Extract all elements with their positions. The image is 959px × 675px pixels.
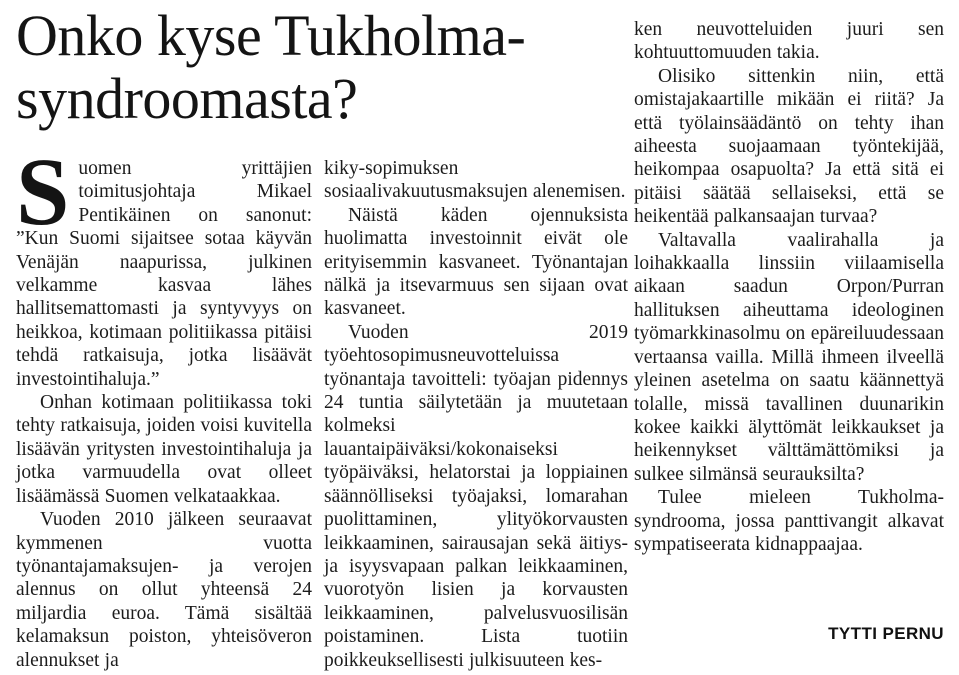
paragraph: Onhan kotimaan politiikassa toki tehty ratkaisuja, joiden voisi kuvitella lisäävän yritysten investointihaluja ja jotka varmuudella ovat olleet lisäämässä Suomen velkataakkaa. bbox=[16, 392, 312, 507]
author-byline: TYTTI PERNU bbox=[828, 624, 944, 643]
paragraph: ken neuvotteluiden juuri sen kohtuuttomuuden takia. bbox=[634, 19, 944, 64]
lead-paragraph: Suomen yrittäjien toimitusjohtaja Mikael Pentikäinen on sanonut: ”Kun Suomi sijaitsee sotaa käyvän Venäjän naapurissa, julkinen velkamme kasvaa lähes hallitsemattomasti ja syntyvyys on heikkoa, kotimaan politiikassa pitäisi tehdä ratkaisuja, jotka lisäävät investointihaluja.” bbox=[16, 138, 312, 390]
paragraph: Tulee mieleen Tukholma-syndrooma, jossa panttivangit alkavat sympatiseerata kidnappaajaa. bbox=[634, 487, 944, 555]
text-column-1 bbox=[16, 138, 312, 672]
article-title-line-1: Onko kyse Tukholma- bbox=[16, 3, 526, 68]
article-title bbox=[16, 4, 634, 130]
paragraph: Valtavalla vaalirahalla ja loihakkaalla linssiin viilaamisella aikaan saadun Orpon/Purran hallituksen aiheuttama ideologinen työmarkkinasolmu on epäreiluudessaan vertaansa vailla. Millä ihmeen ilveellä yleinen asetelma on saatu käännettyä tolalle, missä tavallinen duunarikin kokee kaikki älyttömät leikkaukset ja heikennykset välttämättömiksi ja sulkee silmänsä seurauksilta? bbox=[634, 229, 944, 485]
paragraph: Vuoden 2019 työehtosopimusneuvotteluissa työnantaja tavoitteli: työajan pidennys 24 tuntia säilytetään ja muutetaan kolmeksi lauantaipäiväksi/kokonaiseksi työpäiväksi, helatorstai ja loppiainen säännölliseksi työajaksi, lomarahan puolittaminen, ylityökorvausten leikkaaminen, sairausajan sekä äitiys- ja isyysvapaan palkan leikkaaminen, vuorotyön lisien ja korvausten leikkaaminen, palvelusvuosilisän poistaminen. Lista tuotiin poikkeuksellisesti julkisuuteen kes- bbox=[324, 321, 628, 671]
drop-cap: S bbox=[16, 138, 70, 245]
text-column-3 bbox=[634, 18, 944, 556]
paragraph: Vuoden 2010 jälkeen seuraavat kymmenen vuotta työnantajamaksujen- ja verojen alennus on ollut yhteensä 24 miljardia euroa. Tämä sisältää kelamaksun poiston, yhteisöveron alennukset ja bbox=[16, 509, 312, 671]
article-title-line-2: syndroomasta? bbox=[16, 66, 358, 131]
paragraph: kiky-sopimuksen sosiaalivakuutusmaksujen alenemisen. bbox=[324, 158, 626, 203]
paragraph: Näistä käden ojennuksista huolimatta investoinnit eivät ole erityisemmin kasvaneet. Työnantajan nälkä ja itsevarmuus sen sijaan ovat kasvaneet. bbox=[324, 204, 628, 320]
paragraph: Olisiko sittenkin niin, että omistajakaartille mikään ei riitä? Ja että työlainsäädäntö on tehty ihan aiheesta suojaamaan työntekijää, heikompaa osapuolta? Ja että sitä ei pitäisi säätää sellaiseksi, että se heikentää palkansaajan turvaa? bbox=[634, 65, 944, 228]
text-column-2 bbox=[324, 157, 628, 672]
